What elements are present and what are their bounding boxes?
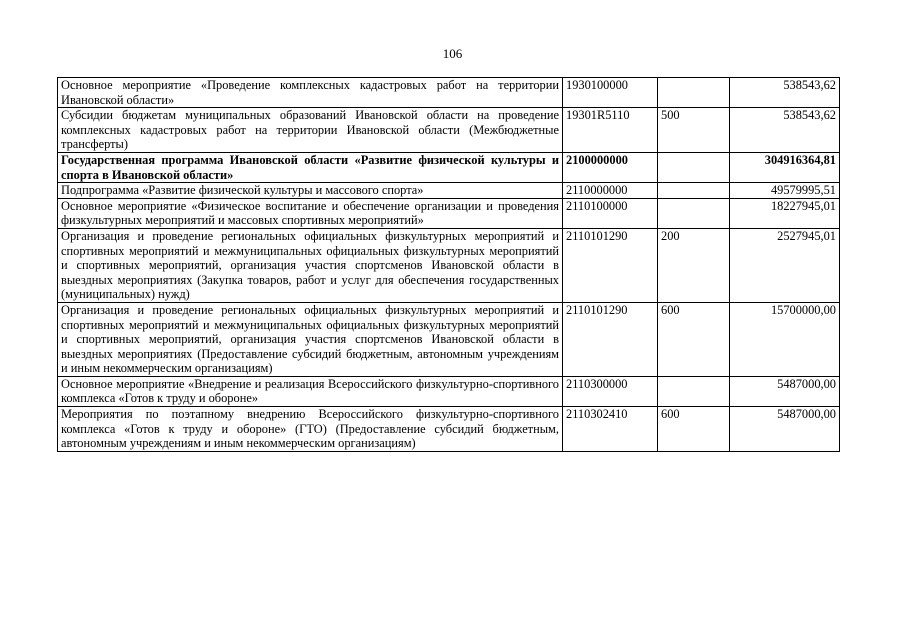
row-expense-type: 500 xyxy=(658,108,730,153)
table-row xyxy=(58,198,840,228)
table-row xyxy=(58,108,840,153)
row-amount: 18227945,01 xyxy=(730,198,840,228)
row-target-code: 2110100000 xyxy=(563,198,658,228)
row-expense-type xyxy=(658,183,730,199)
table-row xyxy=(58,183,840,199)
row-target-code: 19301R5110 xyxy=(563,108,658,153)
budget-table-body xyxy=(58,78,840,452)
row-amount: 49579995,51 xyxy=(730,183,840,199)
row-description: Подпрограмма «Развитие физической культуры и массового спорта» xyxy=(58,183,563,199)
table-row xyxy=(58,78,840,108)
page-number: 106 xyxy=(442,46,463,61)
row-target-code: 2110000000 xyxy=(563,183,658,199)
row-target-code: 2110302410 xyxy=(563,407,658,452)
row-expense-type: 600 xyxy=(658,302,730,376)
row-amount: 538543,62 xyxy=(730,108,840,153)
row-expense-type xyxy=(658,78,730,108)
row-amount: 2527945,01 xyxy=(730,228,840,302)
row-description: Мероприятия по поэтапному внедрению Всероссийского физкультурно-спортивного комплекса «Готов к труду и обороне» (ГТО) (Предоставление субсидий бюджетным, автономным учреждениям и иным некоммерческим организациям) xyxy=(58,407,563,452)
row-expense-type xyxy=(658,152,730,182)
table-row xyxy=(58,376,840,406)
row-description: Организация и проведение региональных официальных физкультурных мероприятий и спортивных мероприятий и межмуниципальных официальных физкультурных мероприятий и спортивных мероприятий, организация участия спортсменов Ивановской области в выездных мероприятиях (Предоставление субсидий бюджетным, автономным учреждениям и иным некоммерческим организациям) xyxy=(58,302,563,376)
row-description: Государственная программа Ивановской области «Развитие физической культуры и спорта в Ивановской области» xyxy=(58,152,563,182)
row-amount: 15700000,00 xyxy=(730,302,840,376)
row-amount: 5487000,00 xyxy=(730,407,840,452)
table-row xyxy=(58,228,840,302)
table-row xyxy=(58,302,840,376)
row-target-code: 1930100000 xyxy=(563,78,658,108)
row-target-code: 2100000000 xyxy=(563,152,658,182)
row-target-code: 2110300000 xyxy=(563,376,658,406)
row-description: Основное мероприятие «Физическое воспитание и обеспечение организации и проведения физкультурных мероприятий и массовых спортивных мероприятий» xyxy=(58,198,563,228)
row-expense-type: 200 xyxy=(658,228,730,302)
budget-table xyxy=(57,77,840,452)
row-target-code: 2110101290 xyxy=(563,228,658,302)
row-amount: 304916364,81 xyxy=(730,152,840,182)
row-description: Организация и проведение региональных официальных физкультурных мероприятий и спортивных мероприятий и межмуниципальных официальных физкультурных мероприятий и спортивных мероприятий, организация участия спортсменов Ивановской области в выездных мероприятиях (Закупка товаров, работ и услуг для обеспечения государственных (муниципальных) нужд) xyxy=(58,228,563,302)
row-description: Основное мероприятие «Внедрение и реализация Всероссийского физкультурно-спортивного комплекса «Готов к труду и обороне» xyxy=(58,376,563,406)
row-amount: 5487000,00 xyxy=(730,376,840,406)
row-amount: 538543,62 xyxy=(730,78,840,108)
row-expense-type xyxy=(658,376,730,406)
row-description: Основное мероприятие «Проведение комплексных кадастровых работ на территории Ивановской области» xyxy=(58,78,563,108)
table-row xyxy=(58,407,840,452)
row-expense-type xyxy=(658,198,730,228)
table-row xyxy=(58,152,840,182)
row-expense-type: 600 xyxy=(658,407,730,452)
row-target-code: 2110101290 xyxy=(563,302,658,376)
row-description: Субсидии бюджетам муниципальных образований Ивановской области на проведение комплексных кадастровых работ на территории Ивановской области (Межбюджетные трансферты) xyxy=(58,108,563,153)
